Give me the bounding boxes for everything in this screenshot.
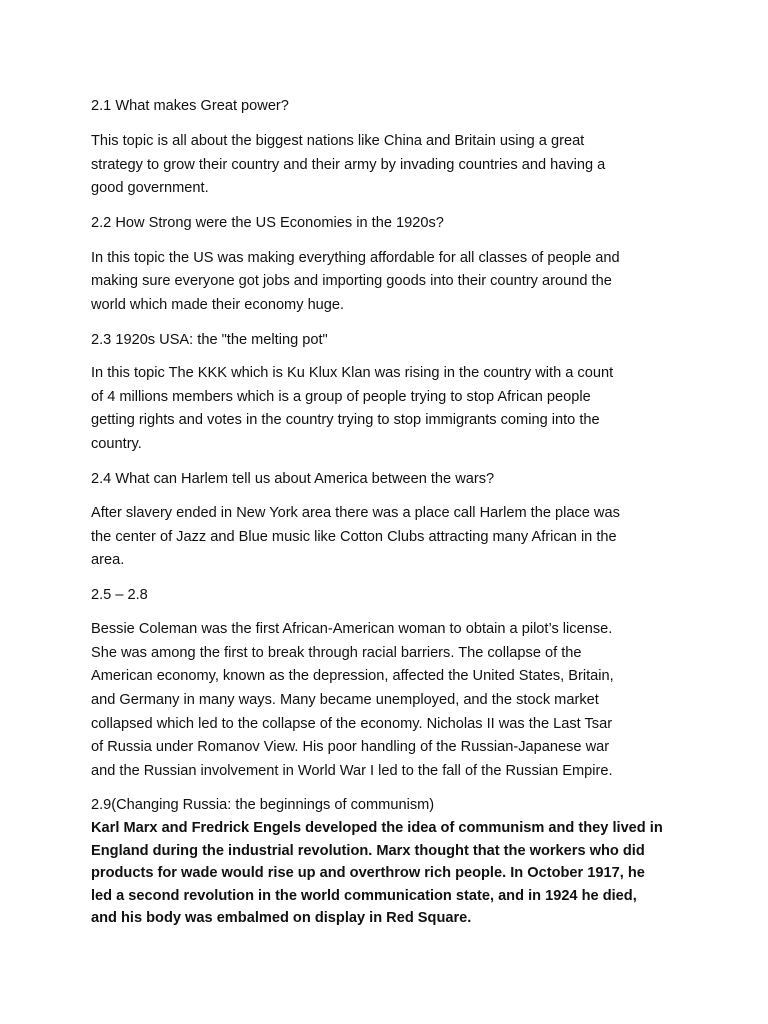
section-heading-2-2: 2.2 How Strong were the US Economies in the 1920s? (91, 215, 444, 231)
paragraph-line: led a second revolution in the world communication state, and in 1924 he died, (91, 888, 637, 904)
section-heading-2-9: 2.9(Changing Russia: the beginnings of communism) (91, 797, 435, 813)
section-heading-2-1: 2.1 What makes Great power? (91, 98, 289, 114)
section-heading-2-4: 2.4 What can Harlem tell us about America between the wars? (91, 471, 495, 487)
paragraph-line: country. (91, 436, 142, 452)
paragraph-line: strategy to grow their country and their army by invading countries and having a (91, 157, 606, 173)
paragraph-line: and Germany in many ways. Many became unemployed, and the stock market (91, 692, 599, 708)
paragraph-line: and his body was embalmed on display in Red Square. (91, 910, 472, 926)
paragraph-line: and the Russian involvement in World War I led to the fall of the Russian Empire. (91, 763, 613, 779)
paragraph-line: getting rights and votes in the country trying to stop immigrants coming into the (91, 412, 600, 428)
paragraph-line: This topic is all about the biggest nations like China and Britain using a great (91, 133, 585, 149)
paragraph-line: collapsed which led to the collapse of the economy. Nicholas II was the Last Tsar (91, 716, 613, 732)
paragraph-line: Karl Marx and Fredrick Engels developed the idea of communism and they lived in (91, 820, 663, 836)
paragraph-line: Bessie Coleman was the first African-American woman to obtain a pilot’s license. (91, 621, 613, 637)
paragraph-line: After slavery ended in New York area there was a place call Harlem the place was (91, 505, 620, 521)
paragraph-line: of Russia under Romanov View. His poor handling of the Russian-Japanese war (91, 739, 610, 755)
paragraph-line: good government. (91, 180, 209, 196)
section-heading-2-5-2-8: 2.5 – 2.8 (91, 587, 148, 603)
paragraph-line: England during the industrial revolution. Marx thought that the workers who did (91, 843, 645, 859)
section-heading-2-3: 2.3 1920s USA: the "the melting pot" (91, 332, 328, 348)
paragraph-line: She was among the first to break through racial barriers. The collapse of the (91, 645, 582, 661)
paragraph-line: In this topic the US was making everything affordable for all classes of people and (91, 250, 620, 266)
paragraph-line: products for wade would rise up and overthrow rich people. In October 1917, he (91, 865, 645, 881)
paragraph-line: American economy, known as the depression, affected the United States, Britain, (91, 668, 614, 684)
paragraph-line: making sure everyone got jobs and importing goods into their country around the (91, 273, 612, 289)
paragraph-line: area. (91, 552, 125, 568)
paragraph-line: In this topic The KKK which is Ku Klux Klan was rising in the country with a count (91, 365, 614, 381)
paragraph-line: the center of Jazz and Blue music like Cotton Clubs attracting many African in the (91, 529, 617, 545)
paragraph-line: of 4 millions members which is a group of people trying to stop African people (91, 389, 591, 405)
paragraph-line: world which made their economy huge. (91, 297, 345, 313)
